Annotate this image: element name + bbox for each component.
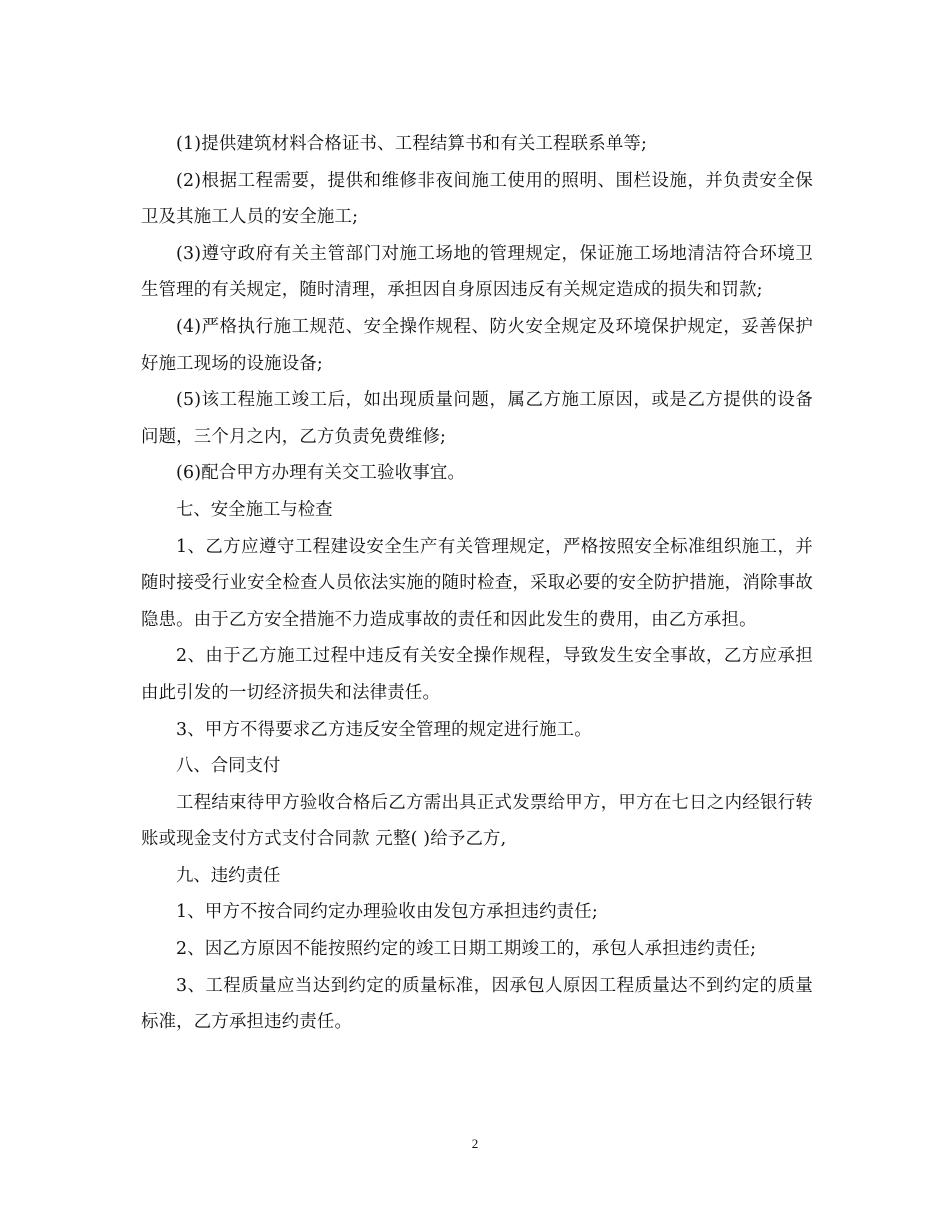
clause-5: (5)该工程施工竣工后，如出现质量问题，属乙方施工原因，或是乙方提供的设备问题，三个月之内，乙方负责免费维修;	[141, 390, 813, 447]
liability-clause-2: 2、因乙方原因不能按照约定的竣工日期工期竣工的，承包人承担违约责任;	[176, 939, 757, 960]
clause-6: (6)配合甲方办理有关交工验收事宜。	[176, 463, 466, 484]
payment-clause: 工程结束待甲方验收合格后乙方需出具正式发票给甲方，甲方在七日之内经银行转账或现金支付方式支付合同款 元整( )给予乙方,	[141, 792, 813, 850]
section-heading-safety: 七、安全施工与检查	[176, 499, 333, 520]
section-heading-liability: 九、违约责任	[176, 865, 281, 886]
safety-clause-2: 2、由于乙方施工过程中违反有关安全操作规程，导致发生安全事故，乙方应承担由此引发的一切经济损失和法律责任。	[141, 646, 813, 703]
safety-clause-1: 1、乙方应遵守工程建设安全生产有关管理规定，严格按照安全标准组织施工，并随时接受行业安全检查人员依法实施的随时检查，采取必要的安全防护措施，消除事故隐患。由于乙方安全措施不力造成事故的责任和因此发生的费用，由乙方承担。	[141, 536, 813, 630]
clause-1: (1)提供建筑材料合格证书、工程结算书和有关工程联系单等;	[176, 134, 648, 154]
clause-4: (4)严格执行施工规范、安全操作规程、防火安全规定及环境保护规定，妥善保护好施工现场的设施设备;	[141, 316, 813, 374]
liability-clause-3: 3、工程质量应当达到约定的质量标准，因承包人原因工程质量达不到约定的质量标准，乙方承担违约责任。	[141, 975, 813, 1033]
clause-2: (2)根据工程需要，提供和维修非夜间施工使用的照明、围栏设施，并负责安全保卫及其施工人员的安全施工;	[141, 170, 813, 228]
document-body	[141, 126, 813, 1041]
page-number: 2	[471, 1136, 479, 1151]
section-heading-payment: 八、合同支付	[176, 756, 281, 777]
liability-clause-1: 1、甲方不按合同约定办理验收由发包方承担违约责任;	[176, 902, 598, 923]
safety-clause-3: 3、甲方不得要求乙方违反安全管理的规定进行施工。	[176, 719, 592, 740]
clause-3: (3)遵守政府有关主管部门对施工场地的管理规定，保证施工场地清洁符合环境卫生管理的有关规定，随时清理，承担因自身原因违反有关规定造成的损失和罚款;	[141, 243, 813, 301]
